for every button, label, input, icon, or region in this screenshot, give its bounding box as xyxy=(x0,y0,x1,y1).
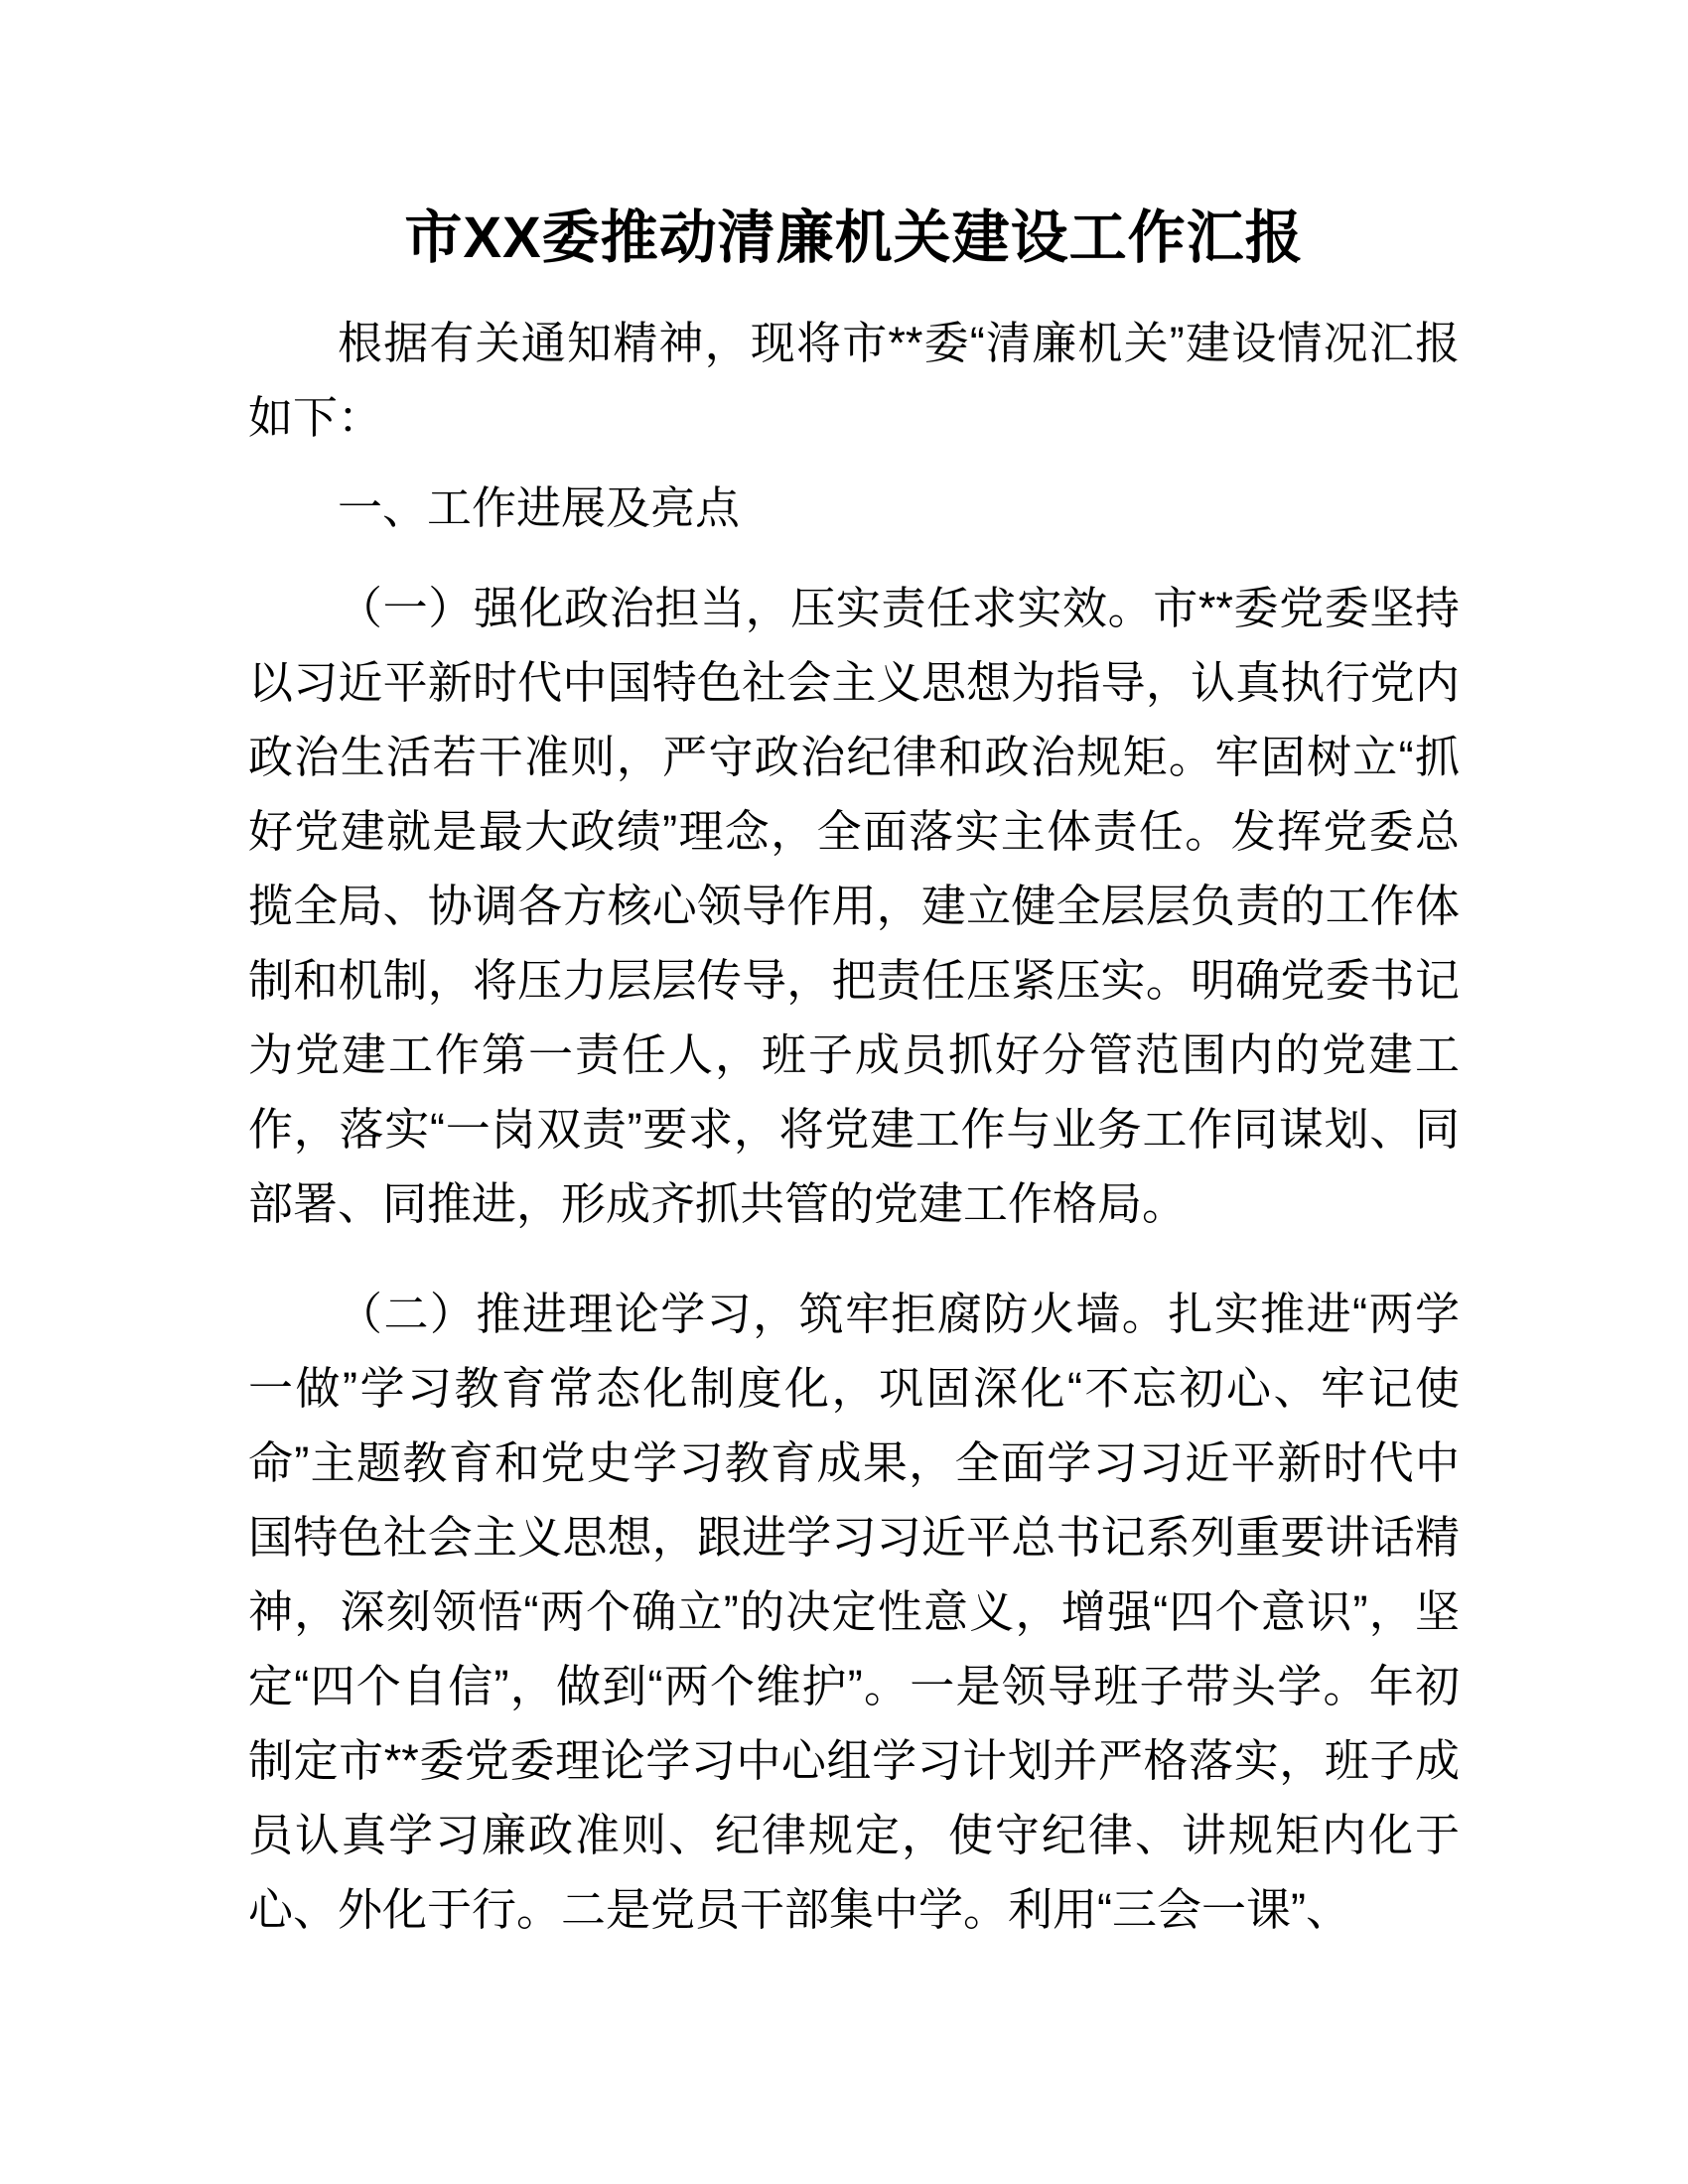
paragraph-point-1: （一）强化政治担当，压实责任求实效。市**委党委坚持以习近平新时代中国特色社会主义思想为指导，认真执行党内政治生活若干准则，严守政治纪律和政治规矩。牢固树立“抓好党建就是最大政绩”理念，全面落实主体责任。发挥党委总揽全局、协调各方核心领导作用，建立健全层层负责的工作体制和机制，将压力层层传导，把责任压紧压实。明确党委书记为党建工作第一责任人，班子成员抓好分管范围内的党建工作，落实“一岗双责”要求，将党建工作与业务工作同谋划、同部署、同推进，形成齐抓共管的党建工作格局。 xyxy=(248,583,1460,1229)
section-heading-1: 一、工作进展及亮点 xyxy=(338,482,741,533)
document-title: 市XX委推动清廉机关建设工作汇报 xyxy=(404,205,1304,270)
paragraph-point-2: （二）推进理论学习，筑牢拒腐防火墙。扎实推进“两学一做”学习教育常态化制度化，巩固深化“不忘初心、牢记使命”主题教育和党史学习教育成果，全面学习习近平新时代中国特色社会主义思想，跟进学习习近平总书记系列重要讲话精神，深刻领悟“两个确立”的决定性意义，增强“四个意识”，坚定“四个自信”，做到“两个维护”。一是领导班子带头学。年初制定市**委党委理论学习中心组学习计划并严格落实，班子成员认真学习廉政准则、纪律规定，使守纪律、讲规矩内化于心、外化于行。二是党员干部集中学。利用“三会一课”、 xyxy=(248,1289,1460,1935)
paragraph-intro: 根据有关通知精神，现将市**委“清廉机关”建设情况汇报如下： xyxy=(248,318,1460,443)
